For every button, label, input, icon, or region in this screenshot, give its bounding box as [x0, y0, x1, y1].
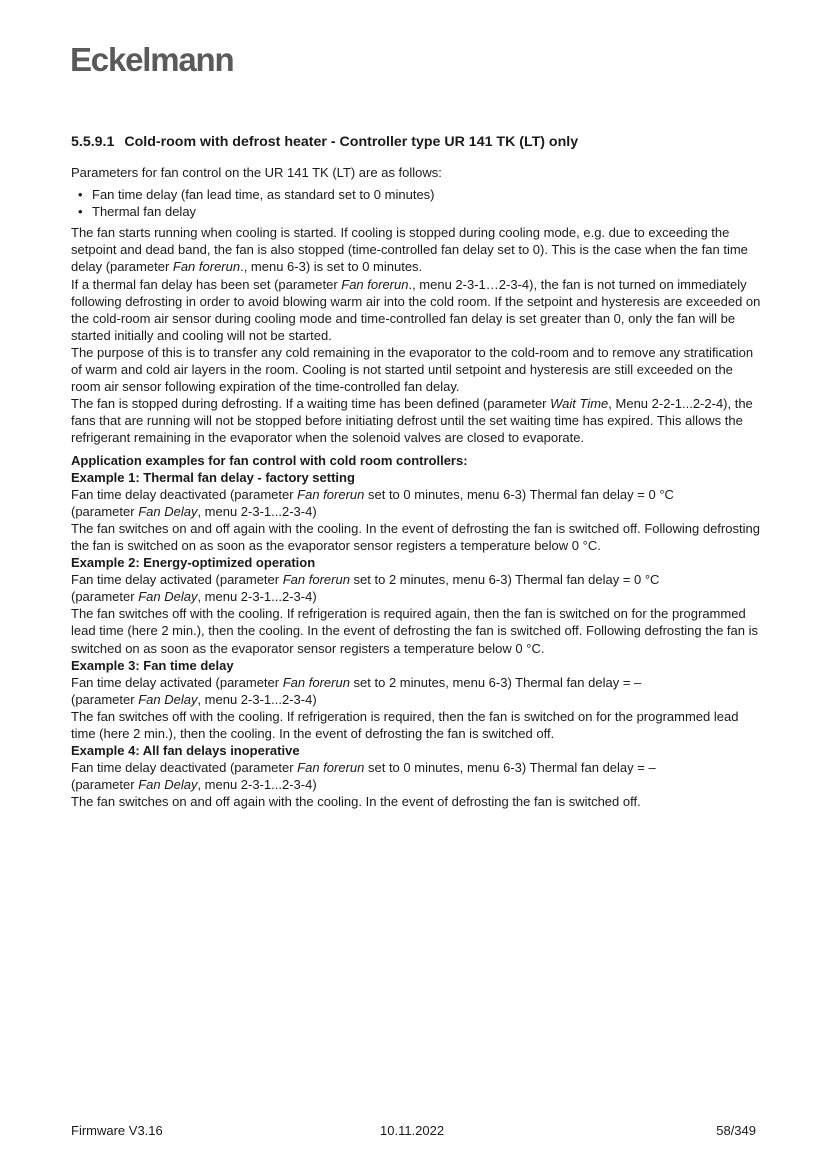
example-4-title: Example 4: All fan delays inoperative [71, 743, 300, 759]
example-3-text: The fan switches off with the cooling. If refrigeration is required, then the fan is switched on for the programmed lead time (here 2 min.), then the cooling. In the event of defrosting the fan is switched off. [71, 708, 739, 741]
footer-firmware: Firmware V3.16 [71, 1123, 163, 1138]
example-4-parameter: (parameter Fan Delay, menu 2-3-1...2-3-4) [71, 777, 317, 793]
example-2-parameter: (parameter Fan Delay, menu 2-3-1...2-3-4) [71, 589, 317, 605]
section-number: 5.5.9.1 [71, 134, 115, 150]
application-examples [71, 452, 761, 811]
list-item: • Fan time delay (fan lead time, as standard set to 0 minutes) [71, 186, 761, 203]
intro-paragraph: Parameters for fan control on the UR 141 TK (LT) are as follows: [71, 165, 442, 180]
page-content [71, 133, 761, 810]
example-1-title: Example 1: Thermal fan delay - factory setting [71, 469, 355, 485]
eckelmann-logo: Eckelmann [70, 41, 234, 78]
example-1-text: The fan switches on and off again with the cooling. In the event of defrosting the fan is switched off. Following defrosting the fan is switched on as soon as the evaporator sensor registers a temperature below 0 °C. [71, 520, 760, 553]
example-1-settings: Fan time delay deactivated (parameter Fan forerun set to 0 minutes, menu 6-3) Thermal fan delay = 0 °C [71, 486, 674, 502]
example-3-parameter: (parameter Fan Delay, menu 2-3-1...2-3-4) [71, 691, 317, 707]
parameter-list [71, 186, 761, 220]
example-2-settings: Fan time delay activated (parameter Fan forerun set to 2 minutes, menu 6-3) Thermal fan delay = 0 °C [71, 572, 660, 588]
paragraph-defrost-stop: The fan is stopped during defrosting. If a waiting time has been defined (parameter Wait Time, Menu 2-2-1...2-2-4), the fans that are running will not be stopped before initiating defrost until the set waiting time has expired. This allows the refrigerant remaining in the evaporator when the solenoid valves are closed to evaporate. [71, 396, 753, 446]
examples-heading: Application examples for fan control with cold room controllers: [71, 452, 468, 468]
example-2-text: The fan switches off with the cooling. If refrigeration is required again, then the fan is switched on for the programmed lead time (here 2 min.), then the cooling. In the event of defrosting the fan is switched off. Following defrosting the fan is switched on as soon as the evaporator sensor registers a temperature below 0 °C. [71, 606, 758, 656]
paragraph-purpose: The purpose of this is to transfer any cold remaining in the evaporator to the cold-room and to remove any stratification of warm and cold air layers in the room. Cooling is not started until setpoint and hysteresis are still exceeded on the room air sensor following expiration of the time-controlled fan delay. [71, 344, 754, 395]
section-title: Cold-room with defrost heater - Controller type UR 141 TK (LT) only [124, 134, 579, 150]
footer-page-number: 58/349 [716, 1123, 756, 1138]
example-4-text: The fan switches on and off again with the cooling. In the event of defrosting the fan is switched off. [71, 794, 641, 810]
example-3-title: Example 3: Fan time delay [71, 657, 234, 673]
example-1-parameter: (parameter Fan Delay, menu 2-3-1...2-3-4) [71, 503, 317, 519]
example-4-settings: Fan time delay deactivated (parameter Fan forerun set to 0 minutes, menu 6-3) Thermal fan delay = – [71, 760, 656, 776]
example-3-settings: Fan time delay activated (parameter Fan forerun set to 2 minutes, menu 6-3) Thermal fan delay = – [71, 674, 642, 690]
paragraph-thermal-delay: If a thermal fan delay has been set (parameter Fan forerun., menu 2-3-1…2-3-4), the fan is not turned on immediately following defrosting in order to avoid blowing warm air into the cold room. If the setpoint and hysteresis are exceeded on the cold-room air sensor during cooling mode and time-controlled fan delay is set greater than 0, only the fan will be started initially and cooling will not be started. [71, 276, 761, 343]
paragraph-fan-start: The fan starts running when cooling is started. If cooling is stopped during cooling mode, e.g. due to exceeding the setpoint and dead band, the fan is also stopped (time-controlled fan delay set to 0). This is the case when the fan time delay (parameter Fan forerun., menu 6-3) is set to 0 minutes. [71, 225, 748, 275]
footer-date: 10.11.2022 [380, 1123, 445, 1138]
example-2-title: Example 2: Energy-optimized operation [71, 555, 316, 571]
list-item: • Thermal fan delay [71, 203, 761, 220]
section-heading [71, 133, 761, 151]
description-text [71, 224, 761, 446]
